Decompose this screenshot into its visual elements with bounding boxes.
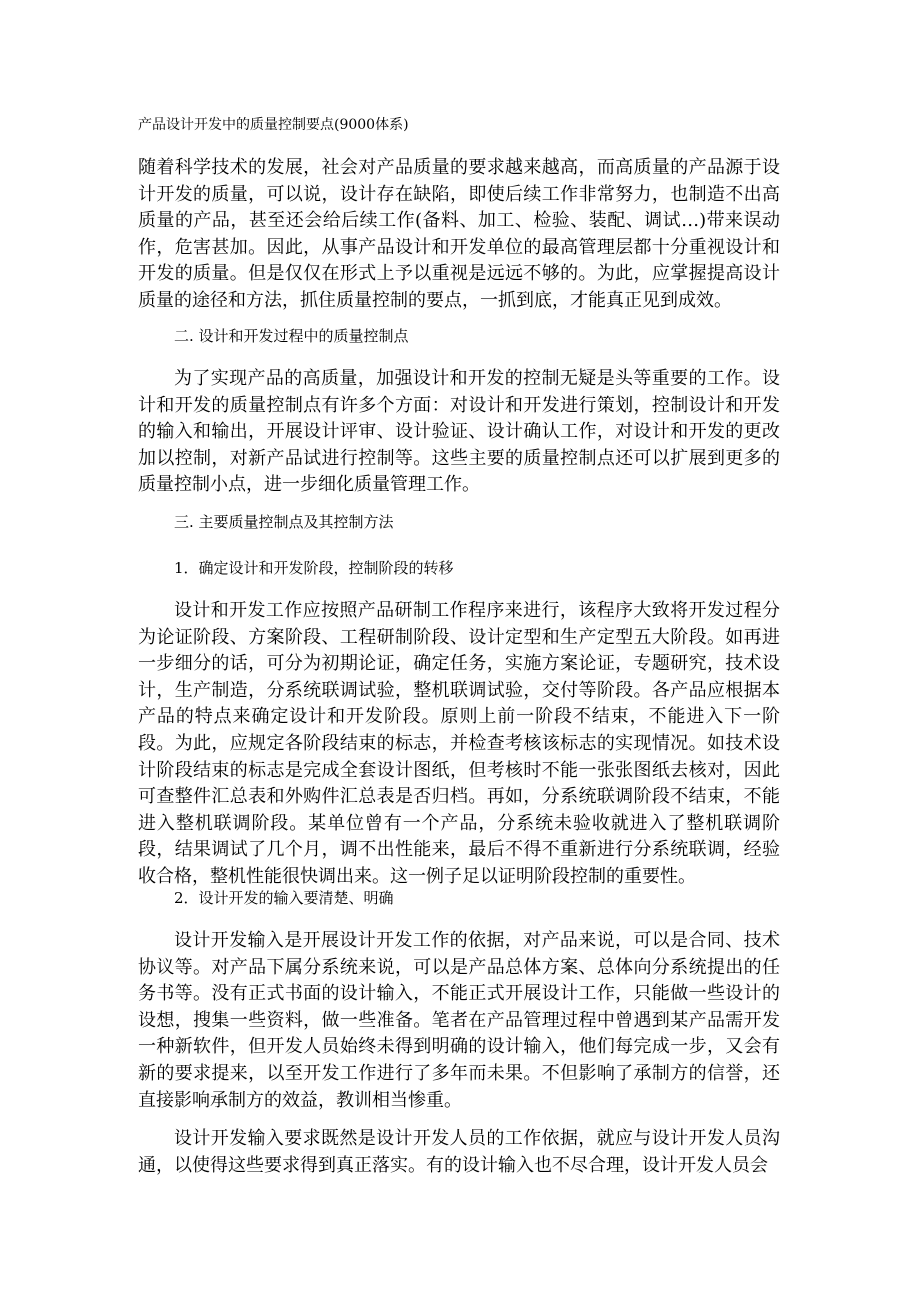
section-2-paragraph: 为了实现产品的高质量，加强设计和开发的控制无疑是头等重要的工作。设计和开发的质量控制点有许多个方面：对设计和开发进行策划，控制设计和开发的输入和输出，开展设计评审、设计验证、设计确认工作，对设计和开发的更改加以控制，对新产品试进行控制等。这些主要的质量控制点还可以扩展到更多的质量控制小点，进一步细化质量管理工作。 <box>138 368 780 496</box>
document-title: 产品设计开发中的质量控制要点(9000体系) <box>138 117 409 133</box>
subsection-1-paragraph: 设计和开发工作应按照产品研制工作程序来进行，该程序大致将开发过程分为论证阶段、方案阶段、工程研制阶段、设计定型和生产定型五大阶段。如再进一步细分的话，可分为初期论证，确定任务，实施方案论证，专题研究，技术设计，生产制造，分系统联调试验，整机联调试验，交付等阶段。各产品应根据本产品的特点来确定设计和开发阶段。原则上前一阶段不结束，不能进入下一阶段。为此，应规定各阶段结束的标志，并检查考核该标志的实现情况。如技术设计阶段结束的标志是完成全套设计图纸，但考核时不能一张张图纸去核对，因此可查整件汇总表和外购件汇总表是否归档。再如，分系统联调阶段不结束，不能进入整机联调阶段。某单位曾有一个产品，分系统未验收就进入了整机联调阶段，结果调试了几个月，调不出性能来，最后不得不重新进行分系统联调，经验收合格，整机性能很快调出来。这一例子足以证明阶段控制的重要性。 <box>138 600 780 887</box>
subsection-2-paragraph-1: 设计开发输入是开展设计开发工作的依据，对产品来说，可以是合同、技术协议等。对产品下属分系统来说，可以是产品总体方案、总体向分系统提出的任务书等。没有正式书面的设计输入，不能正式开展设计工作，只能做一些设计的设想，搜集一些资料，做一些准备。笔者在产品管理过程中曾遇到某产品需开发一种新软件，但开发人员始终未得到明确的设计输入，他们每完成一步，又会有新的要求提来，以至开发工作进行了多年而未果。不但影响了承制方的信誉，还直接影响承制方的效益，教训相当惨重。 <box>138 930 780 1111</box>
intro-paragraph: 随着科学技术的发展，社会对产品质量的要求越来越高，而高质量的产品源于设计开发的质量，可以说，设计存在缺陷，即使后续工作非常努力，也制造不出高质量的产品，甚至还会给后续工作(备料、加工、检验、装配、调试…)带来误动作，危害甚加。因此，从事产品设计和开发单位的最高管理层都十分重视设计和开发的质量。但是仅仅在形式上予以重视是远远不够的。为此，应掌握提高设计质量的途径和方法，抓住质量控制的要点，一抓到底，才能真正见到成效。 <box>138 157 780 311</box>
section-2-heading: 二. 设计和开发过程中的质量控制点 <box>174 327 409 345</box>
subsection-1-heading: 1．确定设计和开发阶段，控制阶段的转移 <box>174 559 454 577</box>
subsection-2-heading: 2．设计开发的输入要清楚、明确 <box>174 889 394 907</box>
section-3-heading: 三. 主要质量控制点及其控制方法 <box>174 513 394 531</box>
subsection-2-paragraph-2: 设计开发输入要求既然是设计开发人员的工作依据，就应与设计开发人员沟通，以使得这些要求得到真正落实。有的设计输入也不尽合理，设计开发人员会 <box>138 1128 780 1176</box>
